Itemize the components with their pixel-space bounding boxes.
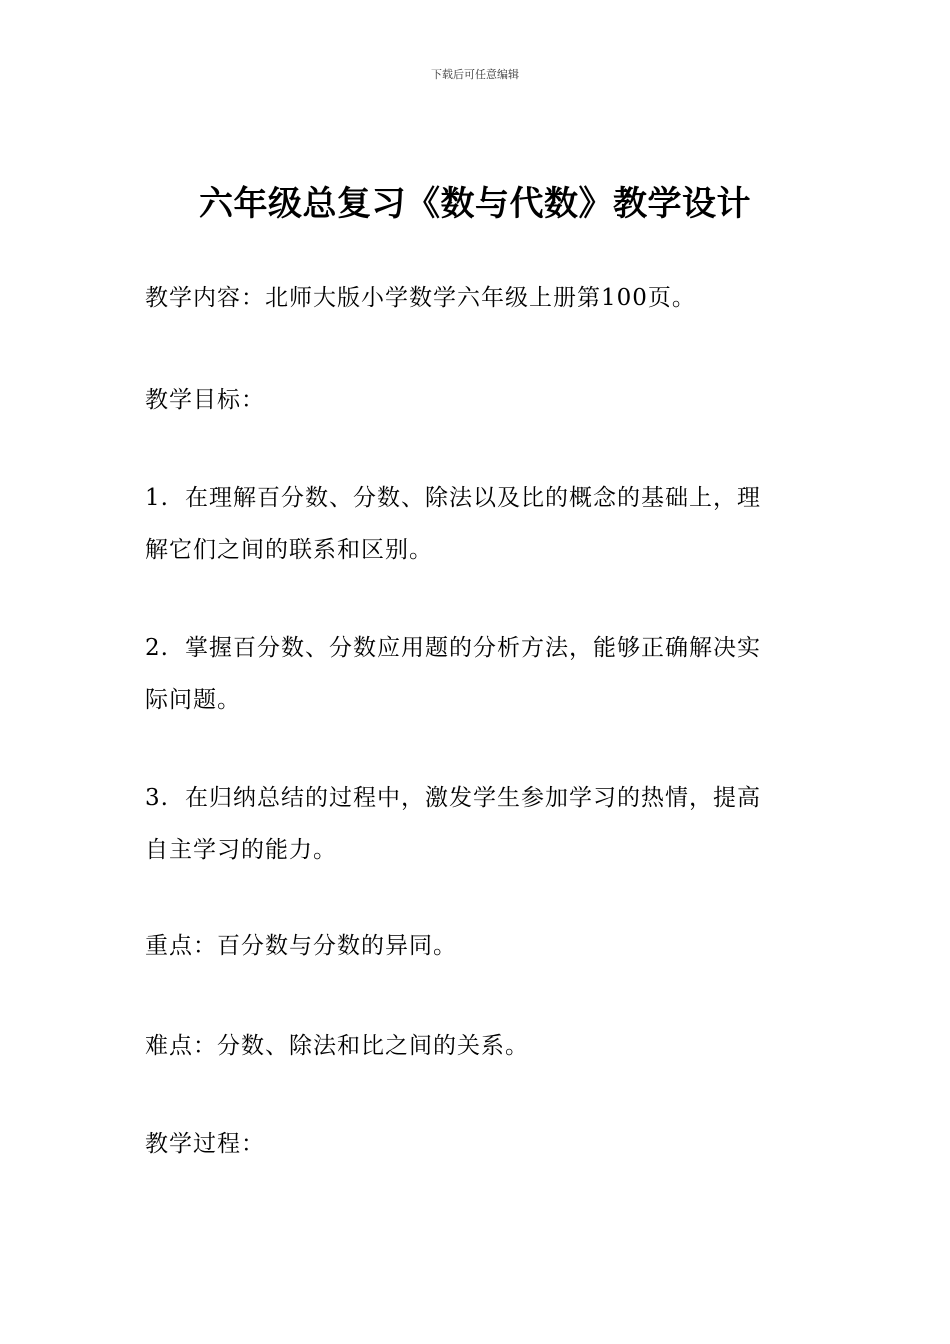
teaching-content: 教学内容：北师大版小学数学六年级上册第100页。 (145, 285, 696, 311)
objective-number: 3. (145, 785, 169, 811)
objective-1-line-1 (145, 472, 810, 524)
difficulty-point: 难点：分数、除法和比之间的关系。 (145, 1033, 529, 1059)
objective-number: 2. (145, 635, 169, 661)
objective-3-line-1 (145, 772, 810, 824)
objective-3 (145, 772, 810, 876)
objective-text: 掌握百分数、分数应用题的分析方法，能够正确解决实 (185, 635, 761, 661)
objective-text: 在理解百分数、分数、除法以及比的概念的基础上，理 (185, 485, 761, 511)
objective-1 (145, 472, 810, 576)
objective-text: 在归纳总结的过程中，激发学生参加学习的热情，提高 (185, 785, 761, 811)
key-point: 重点：百分数与分数的异同。 (145, 933, 457, 959)
teaching-goals-label: 教学目标： (145, 387, 265, 413)
objective-3-line-2: 自主学习的能力。 (145, 837, 337, 863)
teaching-process-label: 教学过程： (145, 1131, 265, 1157)
page-header: 下载后可任意编辑 (431, 68, 519, 81)
objective-1-line-2: 解它们之间的联系和区别。 (145, 537, 433, 563)
objective-2-line-1 (145, 622, 810, 674)
objective-2-line-2: 际问题。 (145, 687, 241, 713)
document-title: 六年级总复习《数与代数》教学设计 (199, 184, 751, 224)
objective-number: 1. (145, 485, 169, 511)
objective-2 (145, 622, 810, 726)
